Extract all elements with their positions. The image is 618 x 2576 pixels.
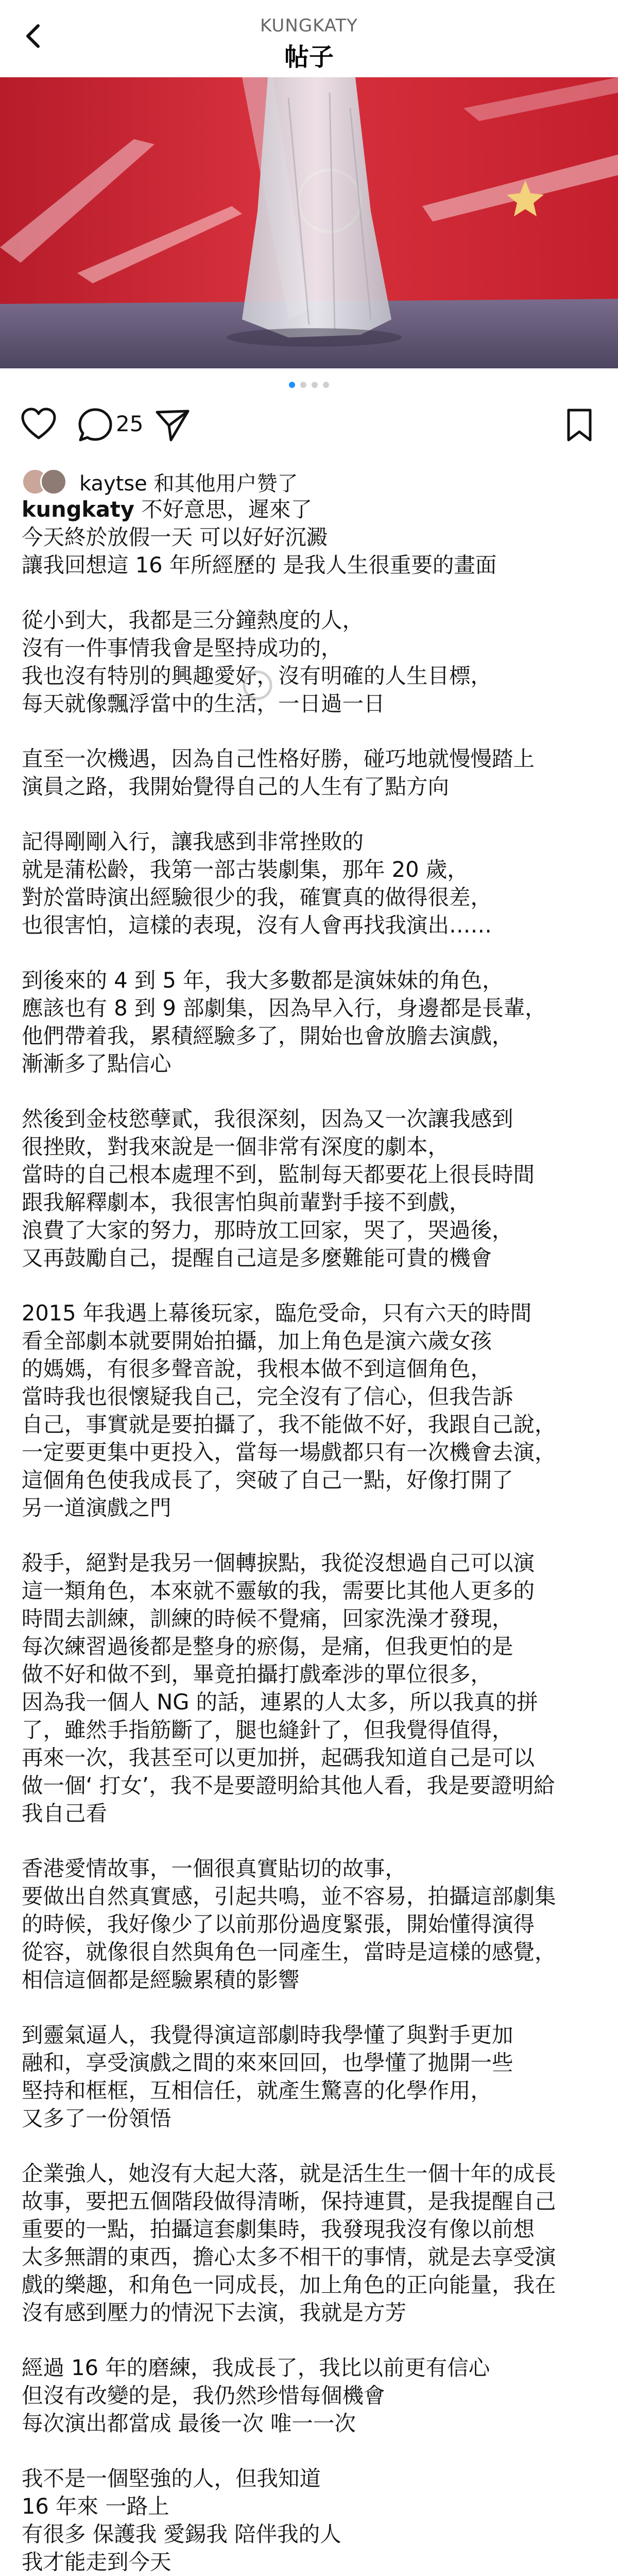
caption-text: 這一類角色，本來就不靈敏的我，需要比其他人更多的 <box>22 1578 535 1603</box>
caption-text: 到後來的 4 到 5 年，我大多數都是演妹妹的角色， <box>22 968 504 993</box>
caption-line <box>22 1688 598 1716</box>
caption-text: 跟我解釋劇本，我很害怕與前輩對手接不到戲， <box>22 1190 471 1215</box>
caption-text: 了，雖然手指筋斷了，腿也縫針了，但我覺得值得， <box>22 1717 513 1742</box>
caption-text: 到靈氣逼人，我覺得演這部劇時我學懂了與對手更加 <box>22 2022 513 2047</box>
caption-text: 香港愛情故事，一個很真實貼切的故事， <box>22 1856 407 1881</box>
caption-text: 相信這個都是經驗累積的影響 <box>22 1967 300 1992</box>
caption-line <box>22 1105 598 1133</box>
caption-text: 因為我一個人 NG 的話，連累的人太多，所以我真的拼 <box>22 1689 538 1715</box>
caption-line <box>22 1800 598 1827</box>
caption-line <box>22 551 598 579</box>
caption-line <box>22 634 598 662</box>
caption-text: 16 年來 一路上 <box>22 2494 169 2519</box>
caption-line <box>22 1022 598 1050</box>
caption-line <box>22 690 598 718</box>
caption-text: 再來一次，我甚至可以更加拼，起碼我知道自己是可以 <box>22 1745 535 1770</box>
caption-text: 經過 16 年的磨練，我成長了，我比以前更有信心 <box>22 2355 490 2380</box>
top-bar <box>0 0 618 77</box>
caption-text: 沒有感到壓力的情況下去演，我就是方芳 <box>22 2300 407 2325</box>
caption-line <box>22 856 598 884</box>
carousel-dot <box>312 382 318 388</box>
caption-line <box>22 967 598 994</box>
caption-line <box>22 2188 598 2215</box>
caption-line <box>22 1772 598 1800</box>
caption-line <box>22 745 598 773</box>
caption-text: 我自己看 <box>22 1801 108 1826</box>
caption-line <box>22 2160 598 2188</box>
caption-line <box>22 1716 598 1744</box>
caption-text: 融和，享受演戲之間的來來回回，也學懂了拋開一些 <box>22 2050 513 2075</box>
caption-text: 戲的樂趣，和角色一同成長，加上角色的正向能量，我在 <box>22 2272 556 2297</box>
caption-line <box>22 1883 598 1910</box>
caption-text: 記得剛剛入行，讓我感到非常挫敗的 <box>22 829 364 854</box>
caption-text: 要做出自然真實感，引起共鳴，並不容易，拍攝這部劇集 <box>22 1884 556 1909</box>
caption-paragraph <box>22 967 598 1078</box>
caption-line <box>22 2520 598 2548</box>
caption-paragraph <box>22 2465 598 2576</box>
caption-line <box>22 1438 598 1466</box>
caption-line <box>22 1244 598 1272</box>
caption-line <box>22 1050 598 1078</box>
caption-line <box>22 2077 598 2105</box>
post-actions <box>0 407 618 448</box>
caption-text: 又再鼓勵自己，提醒自己這是多麼難能可貴的機會 <box>22 1245 492 1270</box>
caption-text: 一定要更集中更投入，當每一場戲都只有一次機會去演， <box>22 1439 556 1465</box>
caption-line <box>22 1161 598 1189</box>
carousel-dot <box>300 382 306 388</box>
caption-line <box>22 2215 598 2243</box>
caption-line <box>22 1966 598 1994</box>
comment-icon[interactable] <box>77 407 113 443</box>
caption-line <box>22 2410 598 2437</box>
caption-line <box>22 1466 598 1494</box>
caption-text: 我不是一個堅強的人，但我知道 <box>22 2466 321 2491</box>
caption-line <box>22 1633 598 1660</box>
caption-line <box>22 1133 598 1161</box>
share-icon[interactable] <box>154 407 191 443</box>
caption-text: 當時我也很懷疑我自己，完全沒有了信心，但我告訴 <box>22 1384 513 1409</box>
caption-paragraph <box>22 2160 598 2327</box>
caption-line <box>22 2299 598 2327</box>
caption-line <box>22 2465 598 2493</box>
caption-line <box>22 1605 598 1633</box>
profile-username: KUNGKATY <box>260 15 358 36</box>
caption-text: 就是蒲松齡，我第一部古裝劇集，那年 20 歲， <box>22 857 469 882</box>
caption-text: 對於當時演出經驗很少的我，確實真的做得很差， <box>22 885 492 910</box>
caption-text: 也很害怕，這樣的表現，沒有人會再找我演出…… <box>22 912 492 938</box>
caption-text: 堅持和框框，互相信任，就產生驚喜的化學作用， <box>22 2078 492 2103</box>
caption-line <box>22 1660 598 1688</box>
caption-paragraph <box>22 1549 598 1827</box>
comment-count: 25 <box>116 411 144 436</box>
caption-text: 做不好和做不到，畢竟拍攝打戲牽涉的單位很多， <box>22 1662 492 1687</box>
post-caption <box>22 496 598 2576</box>
caption-line <box>22 2243 598 2271</box>
caption-line <box>22 1216 598 1244</box>
caption-text: 做一個‘ 打女’，我不是要證明給其他人看，我是要證明給 <box>22 1773 555 1798</box>
caption-line <box>22 773 598 801</box>
caption-line <box>22 2548 598 2576</box>
caption-text: 然後到金枝慾孽貳，我很深刻，因為又一次讓我感到 <box>22 1106 513 1131</box>
caption-text: 讓我回想這 16 年所經歷的 是我人生很重要的畫面 <box>22 552 497 578</box>
caption-text: 直至一次機遇，因為自己性格好勝，碰巧地就慢慢踏上 <box>22 746 535 771</box>
caption-line <box>22 1938 598 1966</box>
page-title: 帖子 <box>284 43 334 72</box>
caption-text: 有很多 保護我 愛錫我 陪伴我的人 <box>22 2521 341 2547</box>
caption-line <box>22 2021 598 2049</box>
caption-text: 殺手，絕對是我另一個轉捩點，我從沒想過自己可以演 <box>22 1550 535 1575</box>
heart-icon[interactable] <box>21 407 57 443</box>
caption-text: 從小到大，我都是三分鐘熱度的人， <box>22 607 364 633</box>
caption-line <box>22 1189 598 1216</box>
caption-line <box>22 1577 598 1605</box>
caption-paragraph <box>22 2021 598 2132</box>
caption-line <box>22 2493 598 2520</box>
caption-line <box>22 828 598 856</box>
caption-line <box>22 1744 598 1772</box>
caption-line <box>22 662 598 690</box>
caption-text: 這個角色使我成長了，突破了自己一點，好像打開了 <box>22 1467 513 1493</box>
caption-line <box>22 2271 598 2299</box>
carousel-dot-active <box>289 382 295 388</box>
caption-text: 他們帶着我，累積經驗多了，開始也會放膽去演戲， <box>22 1023 513 1048</box>
carousel-indicator <box>0 380 618 390</box>
caption-text: 很挫敗，對我來說是一個非常有深度的劇本， <box>22 1134 450 1159</box>
caption-line <box>22 2382 598 2410</box>
caption-paragraph <box>22 745 598 801</box>
likes-summary: kaytse 和其他用户赞了 <box>79 472 298 496</box>
caption-paragraph <box>22 1855 598 1994</box>
caption-paragraph <box>22 1299 598 1522</box>
caption-line <box>22 1910 598 1938</box>
caption-text: 又多了一份領悟 <box>22 2106 171 2131</box>
caption-text: 演員之路，我開始覺得自己的人生有了點方向 <box>22 774 450 799</box>
caption-text: 重要的一點，拍攝這套劇集時，我發現我沒有像以前想 <box>22 2216 535 2242</box>
caption-text: 但沒有改變的是，我仍然珍惜每個機會 <box>22 2383 385 2408</box>
watermark <box>242 670 273 706</box>
caption-text: 漸漸多了點信心 <box>22 1051 171 1076</box>
caption-line <box>22 496 598 523</box>
caption-line <box>22 2354 598 2382</box>
caption-text: 我也沒有特別的興趣愛好，沒有明確的人生目標， <box>22 663 492 688</box>
caption-paragraph <box>22 2354 598 2437</box>
caption-text: 的媽媽，有很多聲音說，我根本做不到這個角色， <box>22 1356 492 1381</box>
caption-text: 時間去訓練，訓練的時候不覺痛，回家洗澡才發現， <box>22 1606 513 1631</box>
caption-text: 的時候，我好像少了以前那份過度緊張，開始懂得演得 <box>22 1911 535 1937</box>
caption-text: 當時的自己根本處理不到，監制每天都要花上很長時間 <box>22 1162 535 1187</box>
caption-text: 每天就像飄浮當中的生活，一日過一日 <box>22 691 385 716</box>
caption-text: 2015 年我遇上幕後玩家，臨危受命，只有六天的時間 <box>22 1300 532 1326</box>
caption-text: 每次演出都當成 最後一次 唯一一次 <box>22 2411 356 2436</box>
caption-line <box>22 2105 598 2132</box>
bookmark-icon[interactable] <box>561 407 597 443</box>
caption-line <box>22 606 598 634</box>
caption-text: 我才能走到今天 <box>22 2549 171 2574</box>
caption-text: 從容，就像很自然與角色一同產生，當時是這樣的感覺， <box>22 1939 556 1964</box>
caption-line <box>22 1855 598 1883</box>
caption-line <box>22 884 598 911</box>
caption-line <box>22 1355 598 1383</box>
caption-text: 太多無謂的東西，擔心太多不相干的事情，就是去享受演 <box>22 2244 556 2269</box>
caption-text: 故事，要把五個階段做得清晰，保持連貫，是我提醒自己 <box>22 2189 556 2214</box>
caption-paragraph <box>22 1105 598 1272</box>
caption-line <box>22 911 598 939</box>
caption-paragraph <box>22 828 598 939</box>
caption-line <box>22 1327 598 1355</box>
caption-text: 不好意思，遲來了 <box>141 497 313 522</box>
caption-line <box>22 2049 598 2077</box>
caption-line <box>22 1494 598 1522</box>
post-image[interactable] <box>0 77 618 368</box>
caption-text: 自己，事實就是要拍攝了，我不能做不好，我跟自己說， <box>22 1412 556 1437</box>
caption-text: 每次練習過後都是整身的瘀傷，是痛，但我更怕的是 <box>22 1634 513 1659</box>
caption-line <box>22 1383 598 1411</box>
caption-text: 應該也有 8 到 9 部劇集，因為早入行，身邊都是長輩， <box>22 995 546 1021</box>
caption-line <box>22 1549 598 1577</box>
caption-text: 今天終於放假一天 可以好好沉澱 <box>22 524 328 550</box>
caption-line <box>22 523 598 551</box>
caption-text: 浪費了大家的努力，那時放工回家，哭了，哭過後， <box>22 1217 513 1243</box>
caption-text: 看全部劇本就要開始拍攝，加上角色是演六歲女孩 <box>22 1328 492 1353</box>
caption-paragraph <box>22 606 598 718</box>
caption-line <box>22 994 598 1022</box>
caption-line <box>22 1411 598 1438</box>
caption-line <box>22 1299 598 1327</box>
caption-text: 另一道演戲之門 <box>22 1495 171 1520</box>
caption-text: 沒有一件事情我會是堅持成功的， <box>22 635 342 660</box>
post-author[interactable]: kungkaty <box>22 497 134 522</box>
avatar <box>40 468 67 495</box>
caption-text: 企業強人，她沒有大起大落，就是活生生一個十年的成長 <box>22 2161 556 2186</box>
caption-paragraph <box>22 496 598 579</box>
carousel-dot <box>323 382 329 388</box>
